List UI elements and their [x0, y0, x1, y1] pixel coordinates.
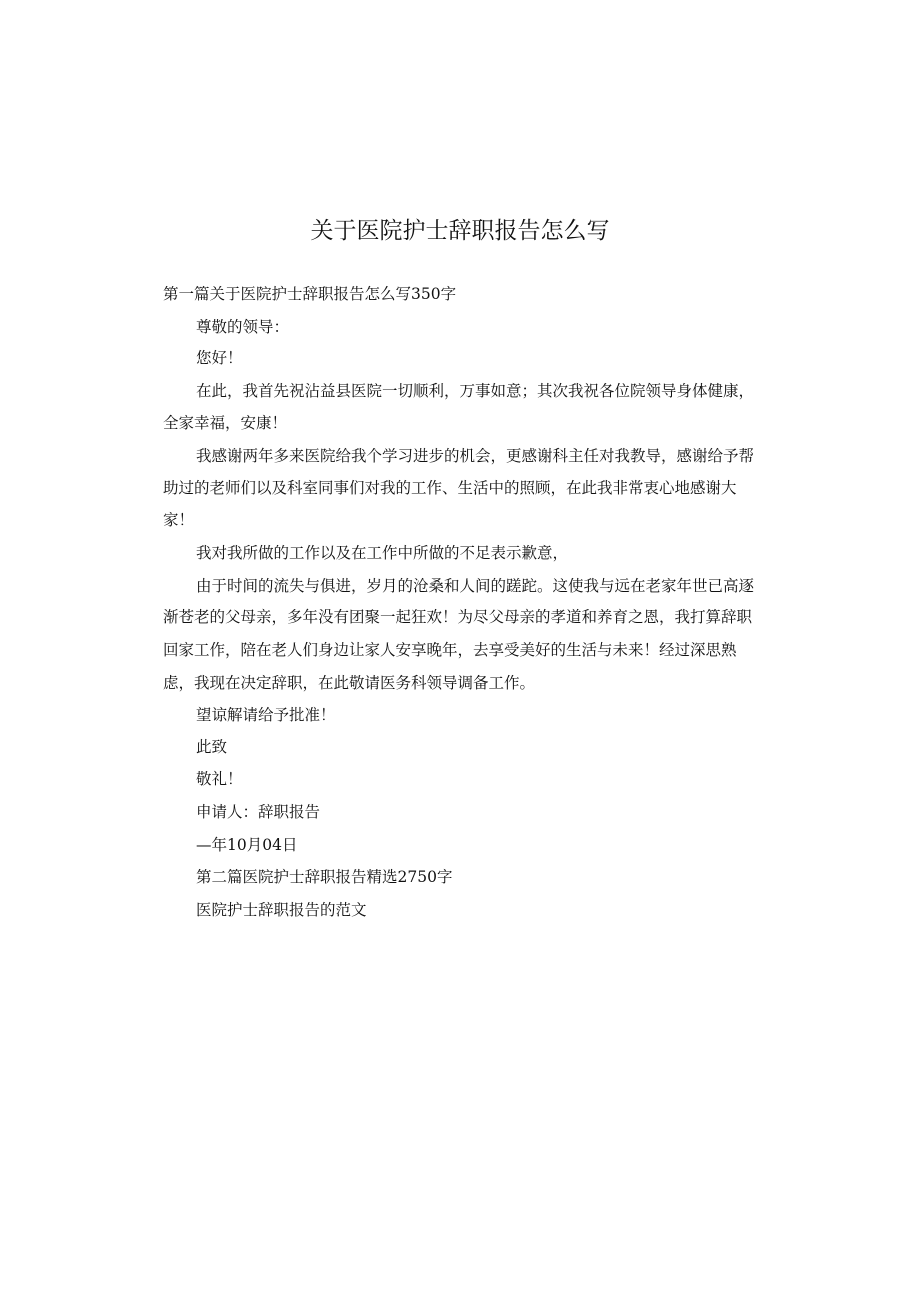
- paragraph-line: 全家幸福，安康！: [163, 414, 288, 432]
- applicant-line: 申请人：辞职报告: [196, 803, 321, 821]
- date-line: —年10月04日: [196, 836, 298, 854]
- paragraph-line: 回家工作，陪在老人们身边让家人安享晚年，去享受美好的生活与未来！经过深思熟: [163, 641, 737, 659]
- paragraph-line: 助过的老师们以及科室同事们对我的工作、生活中的照顾，在此我非常衷心地感谢大: [163, 479, 737, 497]
- paragraph-line: 我对我所做的工作以及在工作中所做的不足表示歉意，: [196, 544, 569, 562]
- paragraph-line: 家！: [163, 511, 195, 529]
- paragraph-line: 虑，我现在决定辞职，在此敬请医务科领导调备工作。: [163, 674, 536, 692]
- paragraph-line: 我感谢两年多来医院给我个学习进步的机会，更感谢科主任对我教导，感谢给予帮: [196, 447, 755, 465]
- closing-line: 此致: [196, 738, 228, 756]
- document-title: 关于医院护士辞职报告怎么写: [310, 218, 610, 244]
- section-heading: 第二篇医院护士辞职报告精选2750字: [196, 868, 453, 886]
- paragraph-line: 渐苍老的父母亲，多年没有团聚一起狂欢！为尽父母亲的孝道和养育之恩，我打算辞职: [163, 608, 753, 626]
- request-line: 望谅解请给予批准！: [196, 706, 336, 724]
- paragraph-line: 在此，我首先祝沾益县医院一切顺利，万事如意；其次我祝各位院领导身体健康，: [196, 382, 755, 400]
- section-heading: 第一篇关于医院护士辞职报告怎么写350字: [163, 285, 457, 303]
- salutation: 尊敬的领导：: [196, 318, 290, 336]
- paragraph-line: 由于时间的流失与俱进，岁月的沧桑和人间的蹉跎。这使我与远在老家年世已高逐: [196, 577, 755, 595]
- greeting: 您好！: [196, 349, 243, 367]
- subheading: 医院护士辞职报告的范文: [196, 901, 367, 919]
- closing-line: 敬礼！: [196, 770, 243, 788]
